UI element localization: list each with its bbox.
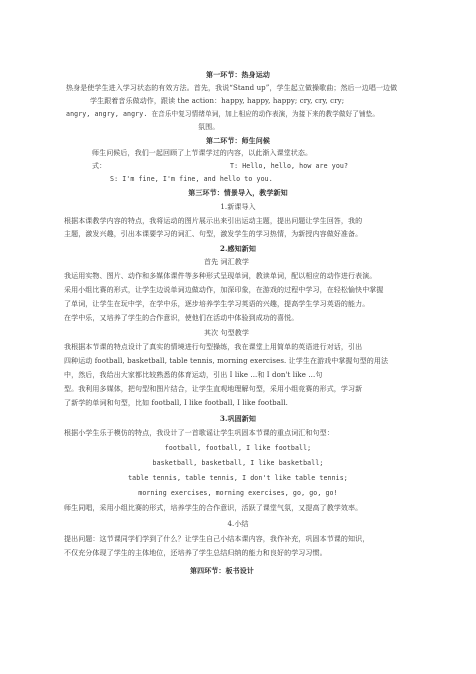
chant-line: basketball, basketball, I like basketball; (152, 459, 324, 467)
section-heading: 第二环节：师生问候 (206, 136, 270, 145)
paragraph-line: 氛围。 (198, 123, 220, 131)
paragraph-line: 热身是使学生进入学习状态的有效方法。首先，我说“Stand up”，学生起立做操歌曲；然后一边唱一边做 (66, 84, 398, 92)
sub-heading: 其次 句型教学 (204, 329, 249, 337)
dialogue-line: S: I'm fine, I'm fine, and hello to you. (110, 175, 273, 183)
chant-line: morning exercises, morning exercises, go, go, go! (138, 489, 338, 497)
paragraph-line: 四种运动 football, basketball, table tennis, morning exercises. 让学生在游戏中掌握句型的用法 (64, 357, 389, 365)
paragraph-line: 了新学的单词和句型，比如 football, I like football, I like football. (64, 399, 288, 407)
paragraph-line: 根据小学生乐于模仿的特点，我设计了一首歌谣让学生巩固本节课的重点词汇和句型： (64, 429, 334, 437)
section-heading: 第四环节：板书设计 (190, 566, 254, 575)
paragraph-line: 提出问题：这节课同学们学到了什么？让学生自己小结本课内容，我作补充，巩固本节课的知识， (64, 535, 370, 543)
sub-heading: 首先 词汇教学 (204, 258, 249, 266)
subsection-heading: 1.新课导入 (220, 203, 256, 211)
paragraph-line: 型。我利用多媒体，把句型和图片结合，让学生直观地理解句型，采用小组竞赛的形式，学习新 (64, 385, 363, 393)
paragraph-line: 学生跟着音乐做动作，跟读 the action：happy, happy, happy; cry, cry, cry; (90, 97, 345, 105)
subsection-heading: 2.感知新知 (220, 244, 256, 253)
paragraph-line: 师生同唱，采用小组比赛的形式，培养学生的合作意识，活跃了课堂气氛，又提高了教学效率。 (64, 504, 363, 512)
paragraph-line: 主题，激发兴趣，引出本课要学习的词汇、句型，激发学生的学习热情，为新授内容做好准备。 (64, 230, 363, 238)
paragraph-line: 根据本课教学内容的特点，我将运动的图片展示出来引出运动主题，提出问题让学生回答，我的 (64, 217, 363, 225)
paragraph-line: angry, angry, angry. 在音乐中复习情绪单词，加上相应的动作表演，为接下来的教学做好了铺垫。 (66, 110, 380, 118)
subsection-heading: 4.小结 (227, 520, 249, 528)
paragraph-line: 不仅充分体现了学生的主体地位，还培养了学生总结归纳的能力和良好的学习习惯。 (64, 549, 327, 557)
paragraph-line: 在学中乐，又培养了学生的合作意识，使他们在活动中体验到成功的喜悦。 (64, 314, 299, 322)
paragraph-line: 我根据本节课的特点设计了真实的情境进行句型操练，我在课堂上用简单的英语进行对话，引出 (64, 343, 363, 351)
dialogue-line: T: Hello, hello, how are you? (230, 162, 349, 170)
paragraph-line: 式： (92, 162, 107, 170)
paragraph-line: 我运用实物、图片、动作和多媒体课件等多种形式呈现单词，教读单词，配以相应的动作进行表演。 (64, 272, 377, 280)
paragraph-line: 了单词，让学生在玩中学，在学中乐，逐步培养学生学习英语的兴趣，提高学生学习英语的能力。 (64, 300, 370, 308)
paragraph-line: 中，然后，我给出大家都比较熟悉的体育运动，引出 I like ...和 I don't like ...句 (64, 371, 323, 379)
chant-line: table tennis, table tennis, I don't like table tennis; (128, 474, 348, 482)
section-heading: 第一环节：热身运动 (206, 70, 270, 79)
paragraph-line: 采用小组比赛的形式，让学生边说单词边做动作，加深印象，在游戏的过程中学习，在轻松愉快中掌握 (64, 286, 384, 294)
chant-line: football, football, I like football; (164, 444, 312, 452)
paragraph-line: 师生问候后，我们一起回顾了上节课学过的内容，以此渐入课堂状态。 (92, 149, 313, 157)
section-heading: 第三环节：情景导入，教学新知 (188, 188, 288, 197)
subsection-heading: 3.巩固新知 (220, 414, 256, 423)
